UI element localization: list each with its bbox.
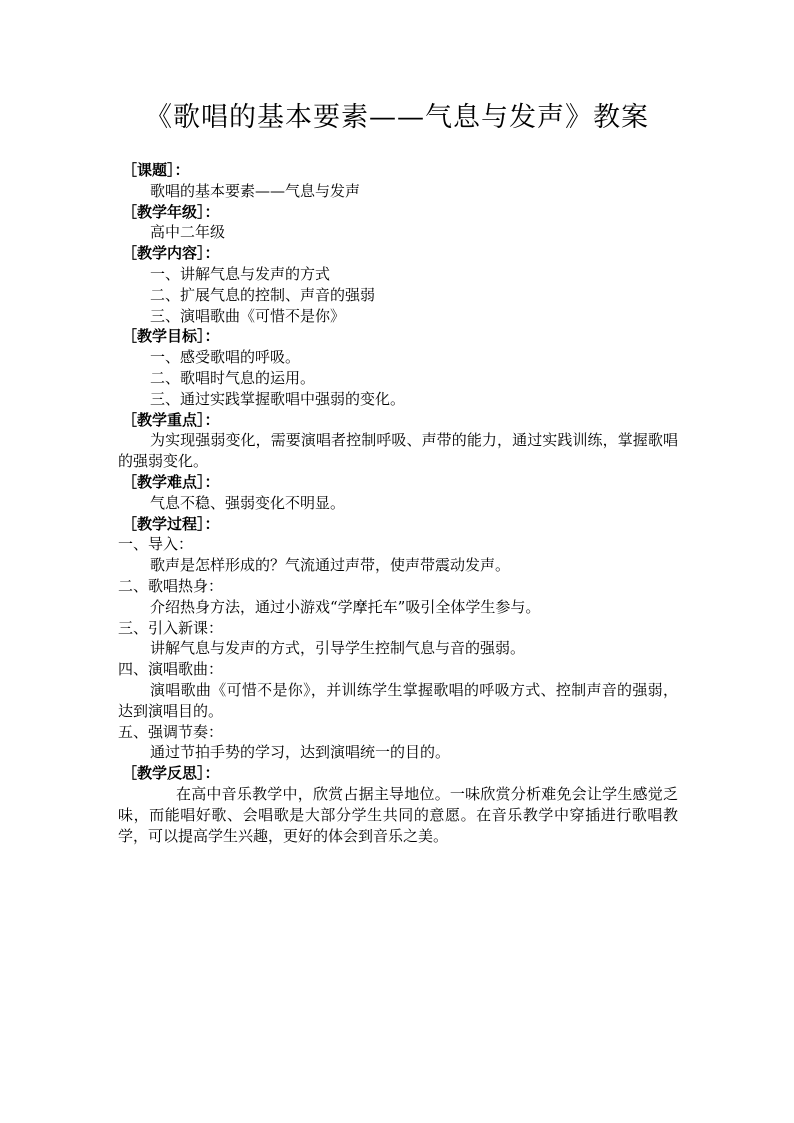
content-item: 二、扩展气息的控制、声音的强弱	[150, 285, 376, 304]
section-heading-process: ［教学过程］：	[122, 514, 220, 533]
section-heading-grade: ［教学年级］：	[122, 202, 220, 221]
section-heading-topic: ［课题］：	[122, 161, 190, 179]
process-step-heading: 二、歌唱热身：	[118, 576, 224, 595]
section-heading-difficulty: ［教学难点］：	[122, 472, 220, 491]
section-heading-focus: ［教学重点］：	[122, 410, 220, 429]
process-step-heading: 一、导入：	[118, 535, 194, 554]
section-heading-content: ［教学内容］：	[122, 244, 220, 263]
difficulty-text: 气息不稳、强弱变化不明显。	[150, 493, 346, 512]
goal-item: 一、感受歌唱的呼吸。	[150, 348, 301, 367]
process-step-text: 介绍热身方法，通过小游戏“学摩托车”吸引全体学生参与。	[150, 597, 541, 616]
topic-text: 歌唱的基本要素——气息与发声	[150, 181, 361, 200]
focus-text: 为实现强弱变化，需要演唱者控制呼吸、声带的能力，通过实践训练，掌握歌唱的强弱变化。	[118, 431, 678, 471]
reflection-text: 在高中音乐教学中，欣赏占据主导地位。一味欣赏分析难免会让学生感觉乏味，而能唱好歌、会唱歌是大部分学生共同的意愿。在音乐教学中穿插进行歌唱教学，可以提高学生兴趣，更好的体会到音乐之美。	[118, 784, 678, 845]
document-body	[118, 160, 678, 846]
document-title: 《歌唱的基本要素——气息与发声》教案	[145, 102, 649, 133]
process-step-text: 演唱歌曲《可惜不是你》，并训练学生掌握歌唱的呼吸方式、控制声音的强弱，达到演唱目的。	[118, 680, 678, 720]
process-step-text: 歌声是怎样形成的？气流通过声带，使声带震动发声。	[150, 556, 511, 575]
section-heading-goals: ［教学目标］：	[122, 327, 220, 346]
process-step-heading: 五、强调节奏：	[118, 722, 224, 741]
process-step-heading: 三、引入新课：	[118, 618, 224, 637]
content-item: 一、讲解气息与发声的方式	[150, 264, 331, 283]
grade-text: 高中二年级	[150, 223, 226, 242]
process-step-text: 通过节拍手势的学习，达到演唱统一的目的。	[150, 743, 451, 762]
process-step-text: 讲解气息与发声的方式，引导学生控制气息与音的强弱。	[150, 639, 526, 658]
goal-item: 三、通过实践掌握歌唱中强弱的变化。	[150, 389, 406, 408]
section-heading-reflection: ［教学反思］：	[122, 764, 220, 783]
process-step-heading: 四、演唱歌曲：	[118, 660, 224, 679]
content-item: 三、演唱歌曲《可惜不是你》	[150, 306, 346, 325]
goal-item: 二、歌唱时气息的运用。	[150, 368, 316, 387]
